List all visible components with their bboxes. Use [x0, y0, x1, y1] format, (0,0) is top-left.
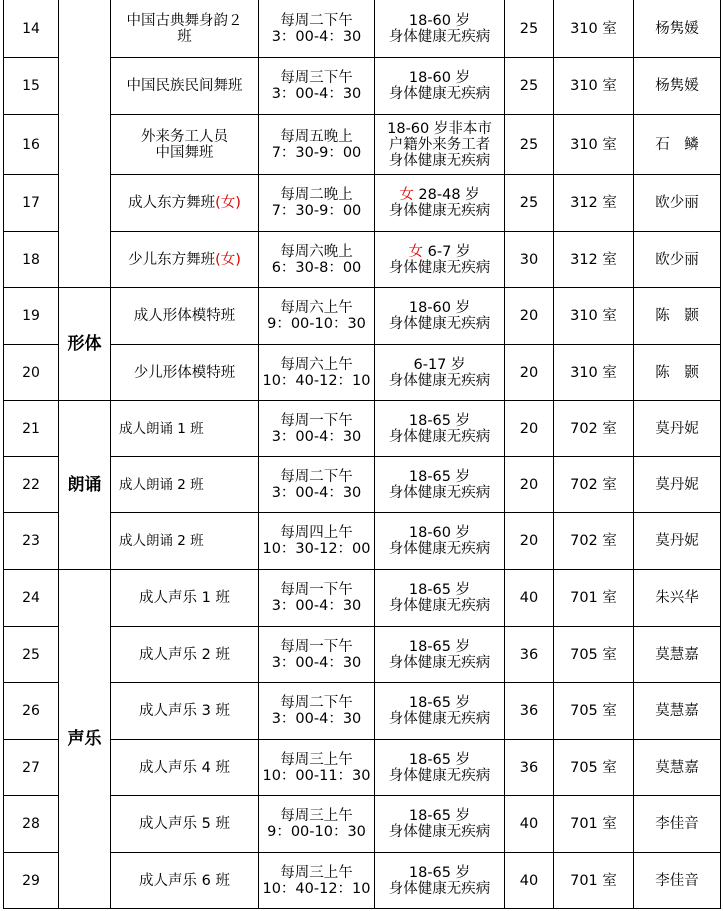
teacher: 莫慧嘉 [634, 627, 721, 683]
class-time: 每周一下午 3：00-4：30 [259, 570, 375, 627]
enrollment-count: 36 [505, 683, 554, 740]
enrollment-count: 40 [505, 570, 554, 627]
table-row [4, 401, 721, 457]
enrollment-count: 40 [505, 796, 554, 853]
teacher: 李佳音 [634, 796, 721, 853]
row-number: 22 [4, 457, 59, 513]
table-row [4, 740, 721, 796]
row-number: 16 [4, 115, 59, 175]
category-label: 声乐 [59, 570, 111, 909]
room: 702 室 [554, 513, 634, 570]
table-row [4, 570, 721, 627]
course-name: 成人朗诵 2 班 [111, 457, 259, 513]
teacher: 朱兴华 [634, 570, 721, 627]
class-time: 每周一下午 3：00-4：30 [259, 627, 375, 683]
requirements: 18-65 岁 身体健康无疾病 [375, 401, 505, 457]
room: 701 室 [554, 796, 634, 853]
table-row [4, 683, 721, 740]
course-name: 成人朗诵 2 班 [111, 513, 259, 570]
teacher: 莫丹妮 [634, 401, 721, 457]
enrollment-count: 36 [505, 627, 554, 683]
course-name: 成人声乐 1 班 [111, 570, 259, 627]
table-row [4, 796, 721, 853]
requirements: 18-65 岁 身体健康无疾病 [375, 457, 505, 513]
gender-restriction: (女) [215, 195, 241, 211]
class-time: 每周一下午 3：00-4：30 [259, 401, 375, 457]
row-number: 21 [4, 401, 59, 457]
course-name: 中国民族民间舞班 [111, 58, 259, 115]
enrollment-count: 20 [505, 345, 554, 401]
teacher: 杨隽媛 [634, 0, 721, 58]
table-row [4, 115, 721, 175]
teacher: 莫丹妮 [634, 457, 721, 513]
teacher: 李佳音 [634, 853, 721, 909]
course-name: 成人东方舞班(女) [111, 175, 259, 232]
teacher: 欧少丽 [634, 232, 721, 288]
room: 310 室 [554, 288, 634, 345]
table-row [4, 457, 721, 513]
requirements: 女 6-7 岁 身体健康无疾病 [375, 232, 505, 288]
class-time: 每周二晚上 7：30-9：00 [259, 175, 375, 232]
table-row [4, 232, 721, 288]
room: 702 室 [554, 401, 634, 457]
row-number: 28 [4, 796, 59, 853]
gender-restriction: 女 [408, 243, 424, 260]
course-name: 成人朗诵 1 班 [111, 401, 259, 457]
row-number: 15 [4, 58, 59, 115]
teacher: 欧少丽 [634, 175, 721, 232]
class-time: 每周二下午 3：00-4：30 [259, 0, 375, 58]
requirements: 18-60 岁 身体健康无疾病 [375, 513, 505, 570]
course-name: 成人声乐 6 班 [111, 853, 259, 909]
enrollment-count: 20 [505, 288, 554, 345]
requirements: 女 28-48 岁 身体健康无疾病 [375, 175, 505, 232]
requirements: 18-65 岁 身体健康无疾病 [375, 570, 505, 627]
room: 310 室 [554, 345, 634, 401]
course-name: 少儿东方舞班(女) [111, 232, 259, 288]
row-number: 14 [4, 0, 59, 58]
requirements: 6-17 岁 身体健康无疾病 [375, 345, 505, 401]
requirements: 18-60 岁 身体健康无疾病 [375, 0, 505, 58]
class-time: 每周六上午 9：00-10：30 [259, 288, 375, 345]
row-number: 20 [4, 345, 59, 401]
course-name: 少儿形体模特班 [111, 345, 259, 401]
class-time: 每周六晚上 6：30-8：00 [259, 232, 375, 288]
row-number: 19 [4, 288, 59, 345]
room: 705 室 [554, 683, 634, 740]
row-number: 17 [4, 175, 59, 232]
requirements: 18-65 岁 身体健康无疾病 [375, 853, 505, 909]
room: 705 室 [554, 740, 634, 796]
table-row [4, 58, 721, 115]
course-name: 成人声乐 4 班 [111, 740, 259, 796]
table-row [4, 175, 721, 232]
row-number: 23 [4, 513, 59, 570]
row-number: 27 [4, 740, 59, 796]
teacher: 莫慧嘉 [634, 740, 721, 796]
gender-restriction: 女 [399, 187, 414, 203]
class-time: 每周六上午 10：40-12：10 [259, 345, 375, 401]
room: 701 室 [554, 853, 634, 909]
category-label: 形体 [59, 288, 111, 401]
room: 702 室 [554, 457, 634, 513]
row-number: 26 [4, 683, 59, 740]
class-time: 每周三上午 9：00-10：30 [259, 796, 375, 853]
course-name: 外来务工人员 中国舞班 [111, 115, 259, 175]
teacher: 杨隽媛 [634, 58, 721, 115]
enrollment-count: 25 [505, 0, 554, 58]
table-row [4, 288, 721, 345]
class-time: 每周三下午 3：00-4：30 [259, 58, 375, 115]
requirements: 18-65 岁 身体健康无疾病 [375, 683, 505, 740]
table-row [4, 0, 721, 58]
enrollment-count: 25 [505, 175, 554, 232]
course-name: 成人声乐 3 班 [111, 683, 259, 740]
class-time: 每周三上午 10：00-11：30 [259, 740, 375, 796]
teacher: 莫慧嘉 [634, 683, 721, 740]
class-time: 每周四上午 10：30-12：00 [259, 513, 375, 570]
row-number: 18 [4, 232, 59, 288]
room: 312 室 [554, 175, 634, 232]
enrollment-count: 25 [505, 58, 554, 115]
requirements: 18-65 岁 身体健康无疾病 [375, 796, 505, 853]
gender-restriction: (女) [215, 251, 241, 268]
class-time: 每周二下午 3：00-4：30 [259, 683, 375, 740]
course-name: 成人形体模特班 [111, 288, 259, 345]
table-row [4, 853, 721, 909]
teacher: 石 鳞 [634, 115, 721, 175]
teacher: 陈 颢 [634, 288, 721, 345]
room: 705 室 [554, 627, 634, 683]
teacher: 莫丹妮 [634, 513, 721, 570]
class-time: 每周五晚上 7：30-9：00 [259, 115, 375, 175]
table-row [4, 345, 721, 401]
category-label: 朗诵 [59, 401, 111, 570]
table-row [4, 513, 721, 570]
room: 310 室 [554, 58, 634, 115]
enrollment-count: 36 [505, 740, 554, 796]
course-name: 成人声乐 2 班 [111, 627, 259, 683]
category-cell-dance [59, 0, 111, 288]
room: 310 室 [554, 0, 634, 58]
course-schedule-table [3, 0, 721, 909]
class-time: 每周二下午 3：00-4：30 [259, 457, 375, 513]
requirements: 18-65 岁 身体健康无疾病 [375, 740, 505, 796]
course-name: 中国古典舞身韵２ 班 [111, 0, 259, 58]
class-time: 每周三上午 10：40-12：10 [259, 853, 375, 909]
row-number: 24 [4, 570, 59, 627]
enrollment-count: 40 [505, 853, 554, 909]
enrollment-count: 20 [505, 401, 554, 457]
room: 312 室 [554, 232, 634, 288]
enrollment-count: 20 [505, 513, 554, 570]
table-row [4, 627, 721, 683]
requirements: 18-65 岁 身体健康无疾病 [375, 627, 505, 683]
enrollment-count: 20 [505, 457, 554, 513]
row-number: 25 [4, 627, 59, 683]
course-name: 成人声乐 5 班 [111, 796, 259, 853]
requirements: 18-60 岁非本市 户籍外来务工者 身体健康无疾病 [375, 115, 505, 175]
teacher: 陈 颢 [634, 345, 721, 401]
row-number: 29 [4, 853, 59, 909]
enrollment-count: 30 [505, 232, 554, 288]
room: 310 室 [554, 115, 634, 175]
room: 701 室 [554, 570, 634, 627]
requirements: 18-60 岁 身体健康无疾病 [375, 288, 505, 345]
requirements: 18-60 岁 身体健康无疾病 [375, 58, 505, 115]
enrollment-count: 25 [505, 115, 554, 175]
